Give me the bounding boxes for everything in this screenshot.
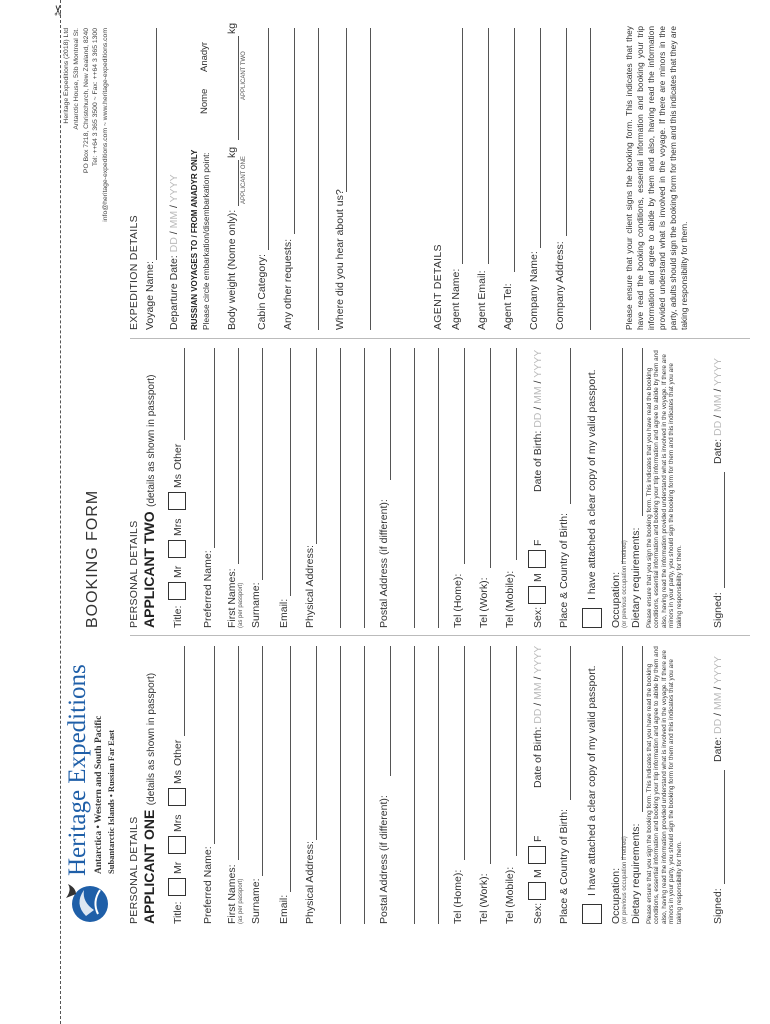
title-other-field[interactable] (184, 348, 185, 440)
departure-date-field[interactable]: Departure Date: DD / MM / YYYY (168, 174, 180, 330)
signed-date-field[interactable]: Date: DD / MM / YYYY (712, 357, 724, 464)
passport-copy-checkbox[interactable] (582, 904, 602, 924)
title-ms-checkbox[interactable] (168, 788, 186, 806)
globe-bird-icon (64, 880, 114, 924)
column-divider (130, 635, 750, 636)
cut-line (60, 0, 61, 1024)
postal-address-line-3[interactable] (438, 348, 439, 628)
other-requests-line-2[interactable] (318, 28, 319, 330)
physical-address-field[interactable] (316, 646, 317, 840)
email-field[interactable] (290, 646, 291, 892)
disclaimer: Please ensure that you sign the booking form. This indicates that you have read the booking conditions, essential information and booking your trip information and agree to abide by them and also, having read the information provided understand what is involved in the voyage. If there are minors in your party, you should sign the booking form for them and this indicates that you are taking responsibility for them. (646, 350, 683, 628)
surname-field[interactable] (262, 348, 263, 580)
dob-field[interactable]: Date of Birth: DD / MM / YYYY (532, 645, 544, 788)
surname-field[interactable] (262, 646, 263, 876)
first-names-field[interactable] (238, 348, 239, 564)
booking-form-page: ✂ Heritage Expeditions Antarctica • Western and South Pacific Subantarctic Islands • Russian Far East PERSONAL DETAILS APPLICANT ONE (details as shown in passport) Title: Mr Mrs Ms Other Preferred Name: First Names: (as per passport) Surname: Email: Physical Address: Postal Address (if different): Tel (Home): Tel (Work): Tel (Mobile): Sex: M F Date of Birth: DD / MM / YYYY Place & Country of Birth: I have attached a clear copy of my valid passport. Occupation: (or previous occupation if retired) Dietary requirements: Please ensure that you sign the booking form. This indicates that you have read the booking conditions, essential information and booking your trip information and agree to abide by them and also, having read the information provided understand what is involved in the voyage. If there are minors in your party, you should sign the booking form for them and this indicates that you are taking responsibility for them. Signed: Date: DD / MM / YYYY BOOKING FORM PERSONAL DETAILS APPLICANT TWO (details as shown in passport) Title: Mr Mrs Ms Other Preferred Name: First Names: (as per passport) Surname: Email: Physical Address: Postal Address (if different): Tel (Home): Tel (Work): Tel (Mobile): Sex: M F Date of Birth: DD / MM / YYYY Place & Country of Birth: I have attached a clear copy of my valid passport. Occupation: (or previous occupation if retired) Dietary requirements: Please ensure that you sign the booking form. This indicates that you have read the booking conditions, essential information and booking your trip information and agree to abide by them and also, having read the information provided understand what is involved in the voyage. If there are minors in your party, you should sign the booking form for them and this indicates that you are taking responsibility for them. Signed: Date: DD / MM / YYYY Heritage Expeditions (2018) Ltd Antarctic House, 53b Montreal St. PO Box 7218, Christchurch, New Zealand, 8240 Tel: ++64 3 365 3500 ~ Fax: ++64 3 365 1300 info@heritage-expeditions.com ~ www.heritage-expeditions.com EXPEDITION DETAILS Voyage Name: Departure Date: DD / MM / YYYY RUSSIAN VOYAGES TO / FROM ANADYR ONLY Please circle embarkation/disembarkation point: Nome Anadyr Body weight (Nome only): APPLICANT ONE kg APPLICANT TWO kg Cabin Category: Any other requests: Where did you hear about us? AGENT DETAILS Agent Name: Agent Email: Agent Tel: Company Name: Company Address: Please ensure that your client signs the booking form. This indicates that they have read the booking conditions, essential information and booking your trip information and agree to abide by them and also, having read the information provided understand what is involved in the voyage. If there are minors in the party, adults should sign the booking form for them and this indicates that they are taking responsibility for them. (0, 0, 770, 1024)
tel-mobile-field[interactable] (516, 348, 517, 560)
agent-note: Please ensure that your client signs the booking form. This indicates that they have read the booking conditions, essential information and booking your trip information and agree to abide by them and also, having read the information provided understand what is involved in the voyage. If there are minors in the party, adults should sign the booking form for them and this indicates that they are taking responsibility for them. (624, 26, 689, 330)
brand-tagline-2: Subantarctic Islands • Russian Far East (106, 729, 116, 874)
scissors-icon: ✂ (50, 4, 66, 16)
tel-work-field[interactable] (490, 646, 491, 864)
physical-address-field[interactable] (316, 348, 317, 544)
title-other-field[interactable] (184, 646, 185, 736)
other-requests-field[interactable] (294, 28, 295, 234)
physical-address-line-3[interactable] (364, 646, 365, 924)
title-mr-checkbox[interactable] (168, 878, 186, 896)
postal-address-line-3[interactable] (438, 646, 439, 924)
section-label: PERSONAL DETAILS (128, 816, 140, 924)
anadyr-option[interactable]: Anadyr (199, 41, 210, 72)
hear-about-field[interactable] (346, 28, 347, 192)
agent-name-field[interactable] (462, 28, 463, 264)
title-mr-checkbox[interactable] (168, 582, 186, 600)
company-address: Heritage Expeditions (2018) Ltd Antarctic House, 53b Montreal St. PO Box 7218, Christchurch, New Zealand, 8240 Tel: ++64 3 365 3500 ~ Fax: ++64 3 365 1300 info@heritage-expeditions.com ~ www.heritage-expeditions.com (63, 28, 110, 222)
agent-section-label: AGENT DETAILS (432, 244, 444, 330)
circle-instruction: Please circle embarkation/disembarkation point: (201, 152, 211, 330)
signature-field[interactable] (724, 472, 725, 588)
sex-m-checkbox[interactable] (528, 586, 546, 604)
column-divider (130, 338, 750, 339)
signature-field[interactable] (724, 770, 725, 884)
russian-voyages-heading: RUSSIAN VOYAGES TO / FROM ANADYR ONLY (190, 149, 199, 330)
tel-home-field[interactable] (464, 348, 465, 564)
cabin-category-field[interactable] (268, 28, 269, 250)
company-address-line-2[interactable] (590, 28, 591, 330)
tel-work-field[interactable] (490, 348, 491, 568)
sex-m-checkbox[interactable] (528, 882, 546, 900)
occupation-field[interactable] (622, 646, 623, 860)
sex-f-checkbox[interactable] (528, 550, 546, 568)
place-country-field[interactable] (570, 646, 571, 800)
occupation-field[interactable] (622, 348, 623, 564)
postal-address-field[interactable] (390, 348, 391, 480)
title-mrs-checkbox[interactable] (168, 540, 186, 558)
dob-field[interactable]: Date of Birth: DD / MM / YYYY (532, 349, 544, 492)
postal-address-line-2[interactable] (414, 646, 415, 924)
company-address-field[interactable] (566, 28, 567, 236)
body-weight-two-field[interactable] (238, 36, 239, 140)
preferred-name-field[interactable] (214, 348, 215, 548)
tel-home-field[interactable] (464, 646, 465, 860)
voyage-name-field[interactable] (156, 28, 157, 260)
title-mrs-checkbox[interactable] (168, 836, 186, 854)
signed-date-field[interactable]: Date: DD / MM / YYYY (712, 655, 724, 762)
passport-copy-checkbox[interactable] (582, 608, 602, 628)
postal-address-field[interactable] (390, 646, 391, 776)
applicant-one-heading: APPLICANT ONE (details as shown in passport) (141, 672, 157, 924)
brand-tagline-1: Antarctica • Western and South Pacific (94, 715, 104, 874)
tel-mobile-field[interactable] (516, 646, 517, 856)
brand-name: Heritage Expeditions (64, 664, 91, 876)
first-names-field[interactable] (238, 646, 239, 860)
nome-option[interactable]: Nome (199, 88, 210, 114)
dietary-field[interactable] (642, 646, 643, 812)
agent-tel-field[interactable] (514, 28, 515, 272)
company-name-field[interactable] (540, 28, 541, 248)
title-ms-checkbox[interactable] (168, 492, 186, 510)
sex-f-checkbox[interactable] (528, 846, 546, 864)
postal-address-line-2[interactable] (414, 348, 415, 628)
email-field[interactable] (290, 348, 291, 596)
physical-address-line-3[interactable] (364, 348, 365, 628)
preferred-name-field[interactable] (214, 646, 215, 844)
dietary-field[interactable] (642, 348, 643, 516)
section-label: PERSONAL DETAILS (128, 520, 140, 628)
physical-address-line-2[interactable] (340, 646, 341, 924)
place-country-field[interactable] (570, 348, 571, 504)
disclaimer: Please ensure that you sign the booking form. This indicates that you have read the booking conditions, essential information and booking your trip information and agree to abide by them and also, having read the information provided understand what is involved in the voyage. If there are minors in your party, you should sign the booking form for them and this indicates that you are taking responsibility for them. (646, 646, 683, 924)
physical-address-line-2[interactable] (340, 348, 341, 628)
form-title: BOOKING FORM (84, 489, 101, 628)
body-weight-one-field[interactable] (238, 160, 239, 206)
hear-about-line-2[interactable] (370, 28, 371, 330)
expedition-section-label: EXPEDITION DETAILS (128, 215, 140, 330)
applicant-two-heading: APPLICANT TWO (details as shown in passport) (141, 374, 157, 628)
agent-email-field[interactable] (488, 28, 489, 264)
logo (64, 634, 122, 924)
